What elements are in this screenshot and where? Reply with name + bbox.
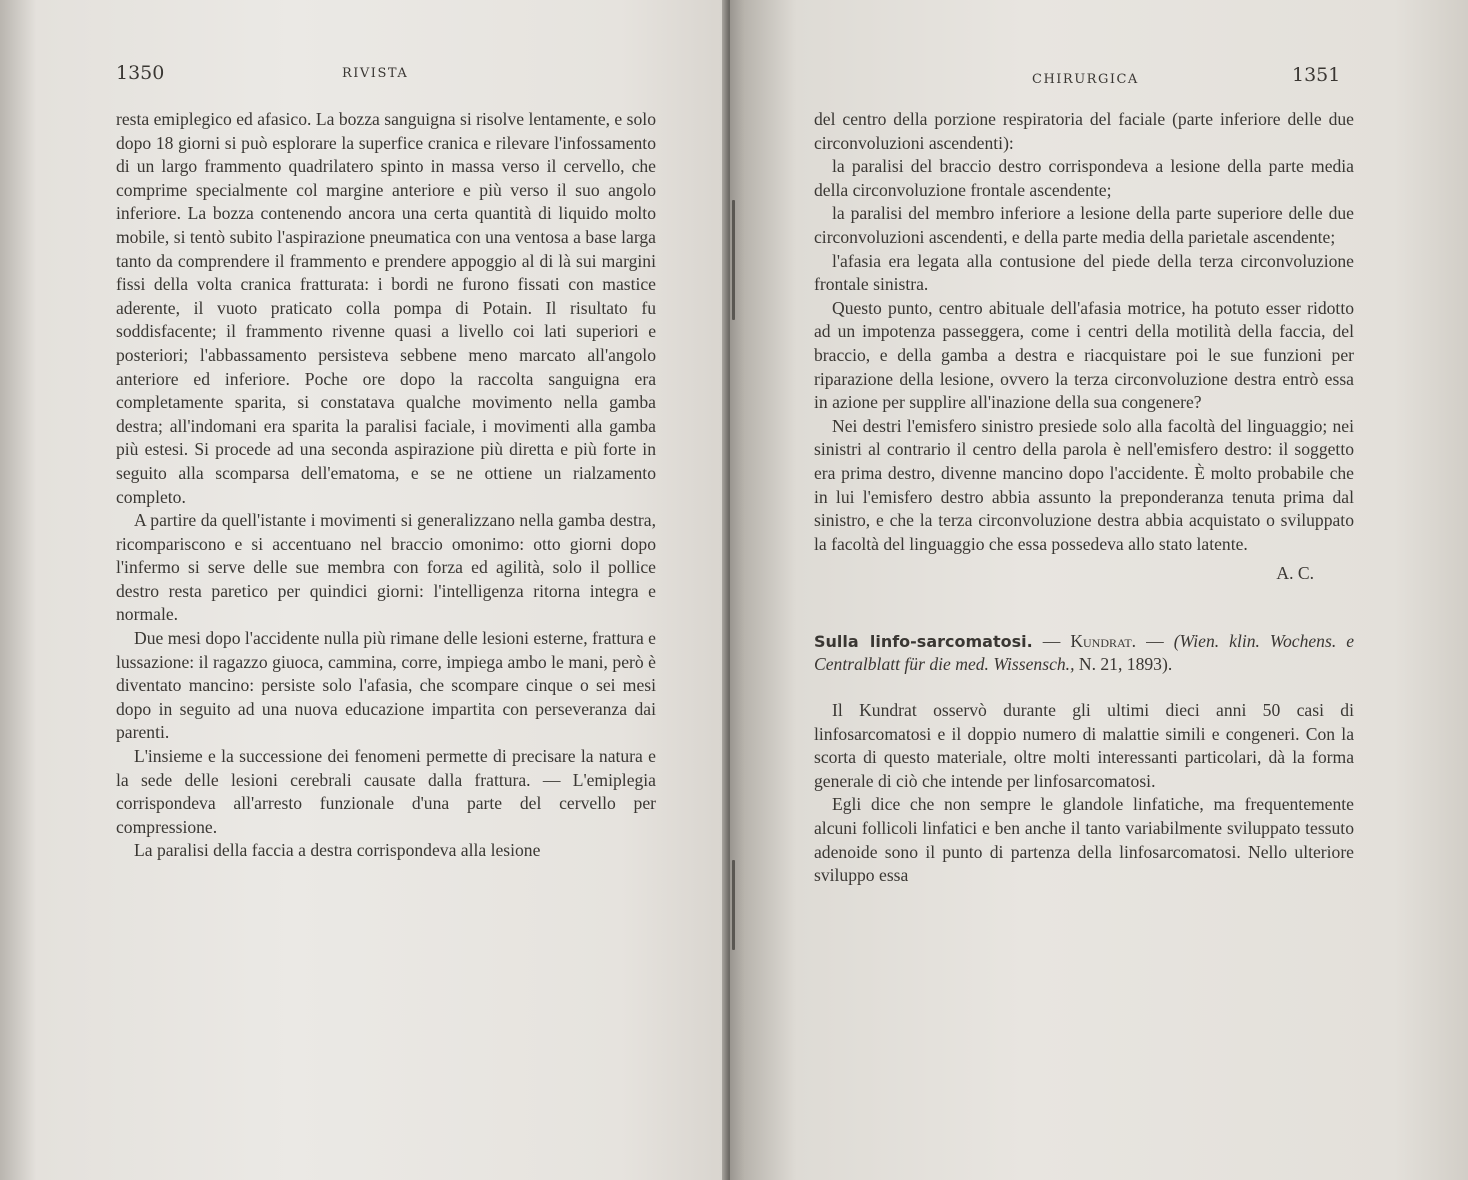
paragraph: L'insieme e la successione dei fenomeni permette di precisare la natura e la sede delle lesioni cerebrali causate dalla frattura. — L'emiplegia corrispondeva all'arresto funzionale d'una parte del cervello per compressione. [116,746,656,837]
heading-dash: — [1136,630,1174,651]
article-source-number: N. 21, 1893). [1074,654,1173,675]
running-head-left: RIVISTA [342,66,409,81]
page-number-left: 1350 [116,62,165,84]
paragraph: l'afasia era legata alla contusione del piede della terza circonvoluzione frontale sinistra. [814,250,1354,295]
article-source: (Wien. klin. Wochens. e Centralblatt für die med. Wissensch., [814,630,1355,675]
paragraph: La paralisi della faccia a destra corrispondeva alla lesione [134,840,541,861]
paragraph: la paralisi del membro inferiore a lesione della parte superiore delle due circonvoluzioni ascendenti, e della parte media della parietale ascendente; [814,203,1354,247]
article-author: Kundrat. [1070,630,1137,651]
paragraph: del centro della porzione respiratoria del faciale (parte inferiore delle due circonvoluzioni ascendenti): [814,109,1354,153]
paragraph: Egli dice che non sempre le glandole linfatiche, ma frequentemente alcuni follicoli linfatici e ben anche il tanto variabilmente sviluppato tessuto adenoide sono il punto di partenza della linfosarcomatosi. Nello ulteriore sviluppo essa [814,794,1354,886]
paragraph: la paralisi del braccio destro corrispondeva a lesione della parte media della circonvoluzione frontale ascendente; [814,156,1354,200]
author-signature: A. C. [1276,563,1314,584]
heading-dash: — [1032,630,1071,651]
binding-shadow-mark [732,200,735,320]
binding-shadow-mark [732,860,735,950]
article-heading [814,630,1354,677]
left-page-body [116,108,656,863]
paragraph: Il Kundrat osservò durante gli ultimi dieci anni 50 casi di linfosarcomatosi e il doppio numero di malattie simili e congeneri. Con la scorta di questo materiale, oltre molti interessanti particolari, dà la forma generale di ciò che intende per linfosarcomatosi. [814,700,1354,791]
paragraph: Questo punto, centro abituale dell'afasia motrice, ha potuto esser ridotto ad un impotenza passeggera, come i centri della motilità della faccia, del braccio, e della gamba a destra e riacquistare poi le sue funzioni per riparazione della lesione, ovvero la terza circonvoluzione destra entrò essa in azione per supplire all'inazione della sua congenere? [814,297,1354,413]
right-page-body [814,108,1354,888]
article-title: Sulla linfo-sarcomatosi. [814,631,1033,651]
left-page [0,0,730,1180]
paragraph: Due mesi dopo l'accidente nulla più rimane delle lesioni esterne, frattura e lussazione: il ragazzo giuoca, cammina, corre, impiega ambo le mani, però è diventato mancino: persiste solo l'afasia, che scompare cinque o sei mesi dopo in seguito ad una nuova educazione impartita con perseveranza dai parenti. [116,628,656,743]
paragraph: A partire da quell'istante i movimenti si generalizzano nella gamba destra, ricompariscono e si accentuano nel braccio omonimo: otto giorni dopo l'infermo si serve delle sue membra con forza ed agilità, solo il pollice destro resta paretico per quindici giorni: l'intelligenza ritorna integra e normale. [116,510,656,625]
running-head-right: CHIRURGICA [1032,72,1139,87]
right-page [730,0,1468,1180]
page-number-right: 1351 [1292,64,1341,86]
paragraph: Nei destri l'emisfero sinistro presiede solo alla facoltà del linguaggio; nei sinistri al contrario il centro della parola è nell'emisfero destro: il soggetto era prima destro, divenne mancino dopo l'accidente. È molto probabile che in lui l'emisfero destro abbia assunto la preponderanza tenuta prima dal sinistro, e che la terza circonvoluzione destra abbia acquistato o sviluppato la facoltà del linguaggio che essa possedeva allo stato latente. [814,415,1354,554]
paragraph: resta emiplegico ed afasico. La bozza sanguigna si risolve lentamente, e solo dopo 18 giorni si può esplorare la superfice cranica e rilevare l'infossamento di un largo frammento quadrilatero spinto in massa verso il cervello, che comprime specialmente col margine anteriore e più verso il suo angolo inferiore. La bozza contenendo ancora una certa quantità di liquido molto mobile, si tentò subito l'aspirazione pneumatica con una ventosa a base larga tanto da comprendere il frammento e prendere appoggio al di là sui margini fissi della volta cranica fratturata: i bordi ne furono fissati con mastice aderente, il vuoto praticato colla pompa di Potain. Il risultato fu soddisfacente; il frammento rivenne quasi a livello coi lati superiori e posteriori; l'abbassamento persisteva sebbene meno marcato all'angolo anteriore ed inferiore. Poche ore dopo la raccolta sanguigna era completamente sparita, si constatava qualche movimento nella gamba destra; all'indomani era sparita la paralisi faciale, i movimenti alla gamba più estesi. Si procede ad una seconda aspirazione più diretta e più forte in seguito alla scomparsa dell'ematoma, e se ne ottiene un rialzamento completo. [116,109,656,507]
